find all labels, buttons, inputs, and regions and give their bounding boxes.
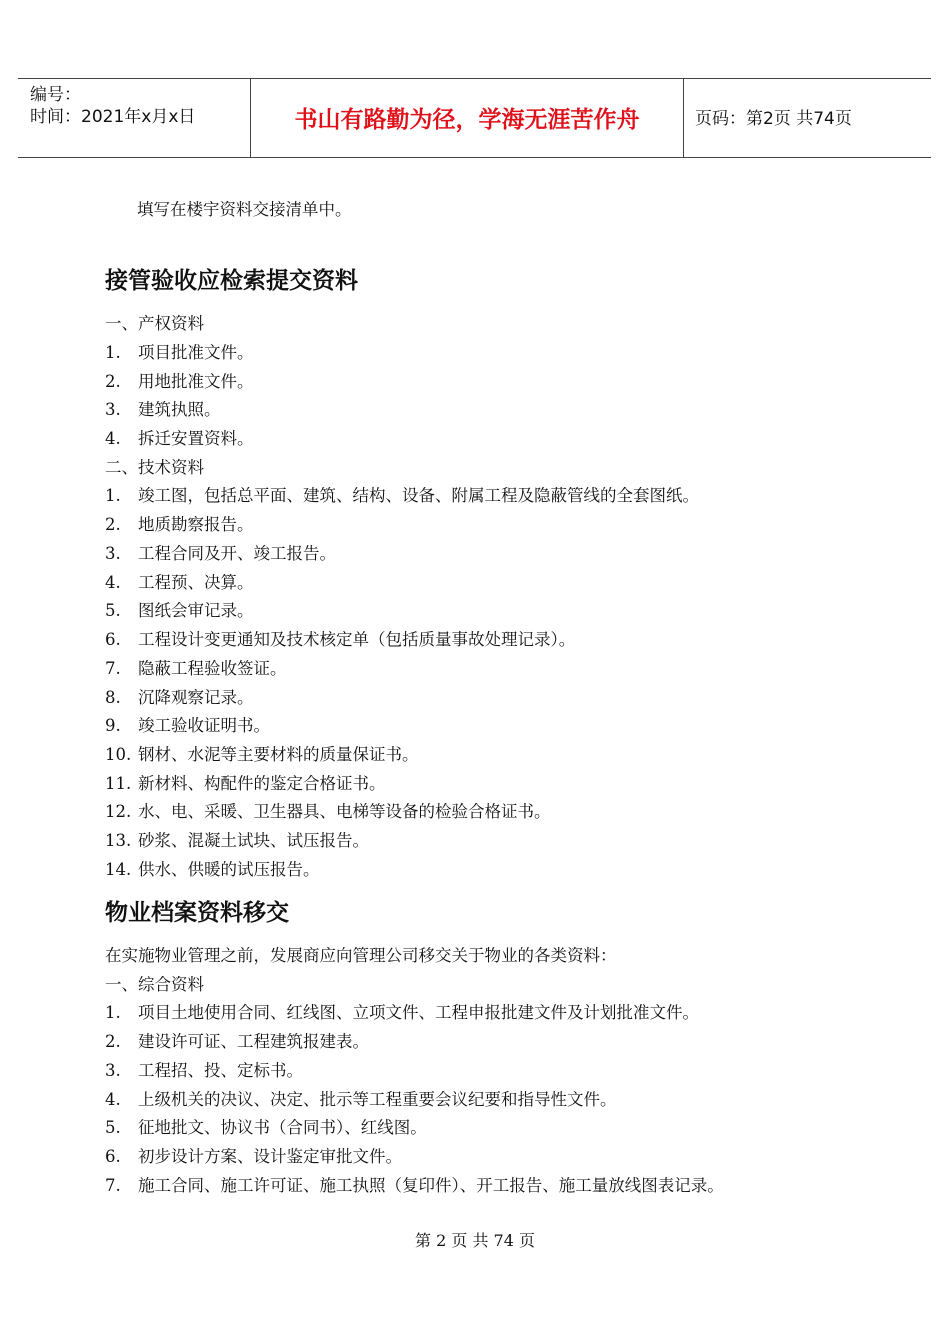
list-item-text: 新材料、构配件的鉴定合格证书。	[138, 774, 386, 793]
page-header	[18, 78, 931, 158]
document-number-label: 编号：	[30, 85, 81, 105]
list-item-text: 图纸会审记录。	[138, 601, 254, 620]
list-item-number: 3.	[105, 1061, 121, 1080]
list-item-text: 工程设计变更通知及技术核定单（包括质量事故处理记录）。	[138, 630, 576, 649]
list-item-text: 沉降观察记录。	[138, 688, 254, 707]
list-item-text: 拆迁安置资料。	[138, 429, 254, 448]
list-item-number: 13.	[105, 831, 132, 850]
list-item-number: 2.	[105, 372, 121, 391]
list-item-number: 7.	[105, 659, 121, 678]
section1-subheading-technical: 二、技术资料	[105, 458, 204, 477]
list-item-text: 施工合同、施工许可证、施工执照（复印件）、开工报告、施工量放线图表记录。	[138, 1176, 724, 1195]
list-item-text: 砂浆、混凝土试块、试压报告。	[138, 831, 369, 850]
list-item-text: 征地批文、协议书（合同书）、红线图。	[138, 1118, 427, 1137]
list-item-text: 供水、供暖的试压报告。	[138, 860, 320, 879]
list-item-text: 地质勘察报告。	[138, 515, 254, 534]
list-item-number: 4.	[105, 429, 121, 448]
list-item-number: 9.	[105, 716, 121, 735]
list-item-text: 上级机关的决议、决定、批示等工程重要会议纪要和指导性文件。	[138, 1090, 617, 1109]
list-item-text: 竣工图，包括总平面、建筑、结构、设备、附属工程及隐蔽管线的全套图纸。	[138, 486, 699, 505]
list-item-number: 6.	[105, 1147, 121, 1166]
list-item-number: 10.	[105, 745, 132, 764]
header-center-cell	[250, 79, 684, 157]
document-date: 时间：2021年x月x日	[30, 107, 196, 127]
list-item-number: 3.	[105, 400, 121, 419]
list-item-number: 4.	[105, 573, 121, 592]
intro-line: 填写在楼宇资料交接清单中。	[137, 200, 352, 219]
list-item-text: 项目批准文件。	[138, 343, 254, 362]
list-item-number: 12.	[105, 802, 132, 821]
list-item-text: 建设许可证、工程建筑报建表。	[138, 1032, 369, 1051]
list-item-number: 7.	[105, 1176, 121, 1195]
list-item-text: 水、电、采暖、卫生器具、电梯等设备的检验合格证书。	[138, 802, 551, 821]
list-item-number: 5.	[105, 1118, 121, 1137]
section2-intro: 在实施物业管理之前，发展商应向管理公司移交关于物业的各类资料：	[105, 946, 617, 965]
section2-title: 物业档案资料移交	[105, 900, 289, 926]
list-item-text: 工程招、投、定标书。	[138, 1061, 303, 1080]
section1-title: 接管验收应检索提交资料	[105, 268, 358, 294]
header-right-cell	[683, 79, 931, 157]
list-item-text: 项目土地使用合同、红线图、立项文件、工程申报批建文件及计划批准文件。	[138, 1003, 699, 1022]
list-item-text: 建筑执照。	[138, 400, 221, 419]
list-item-text: 工程合同及开、竣工报告。	[138, 544, 336, 563]
page-footer: 第 2 页 共 74 页	[415, 1231, 535, 1250]
list-item-number: 6.	[105, 630, 121, 649]
list-item-number: 8.	[105, 688, 121, 707]
list-item-number: 3.	[105, 544, 121, 563]
list-item-number: 1.	[105, 343, 121, 362]
list-item-text: 隐蔽工程验收签证。	[138, 659, 287, 678]
list-item-text: 钢材、水泥等主要材料的质量保证书。	[138, 745, 419, 764]
list-item-number: 5.	[105, 601, 121, 620]
list-item-number: 2.	[105, 1032, 121, 1051]
list-item-text: 初步设计方案、设计鉴定审批文件。	[138, 1147, 402, 1166]
header-motto: 书山有路勤为径，学海无涯苦作舟	[294, 107, 640, 133]
list-item-number: 4.	[105, 1090, 121, 1109]
list-item-number: 14.	[105, 860, 132, 879]
list-item-number: 1.	[105, 1003, 121, 1022]
list-item-number: 1.	[105, 486, 121, 505]
list-item-text: 用地批准文件。	[138, 372, 254, 391]
list-item-text: 竣工验收证明书。	[138, 716, 270, 735]
header-left-cell	[18, 79, 250, 157]
section1-subheading-property: 一、产权资料	[105, 314, 204, 333]
section2-subheading-general: 一、综合资料	[105, 975, 204, 994]
list-item-text: 工程预、决算。	[138, 573, 254, 592]
list-item-number: 11.	[105, 774, 132, 793]
header-page-code: 页码：第2页 共74页	[695, 109, 852, 129]
list-item-number: 2.	[105, 515, 121, 534]
